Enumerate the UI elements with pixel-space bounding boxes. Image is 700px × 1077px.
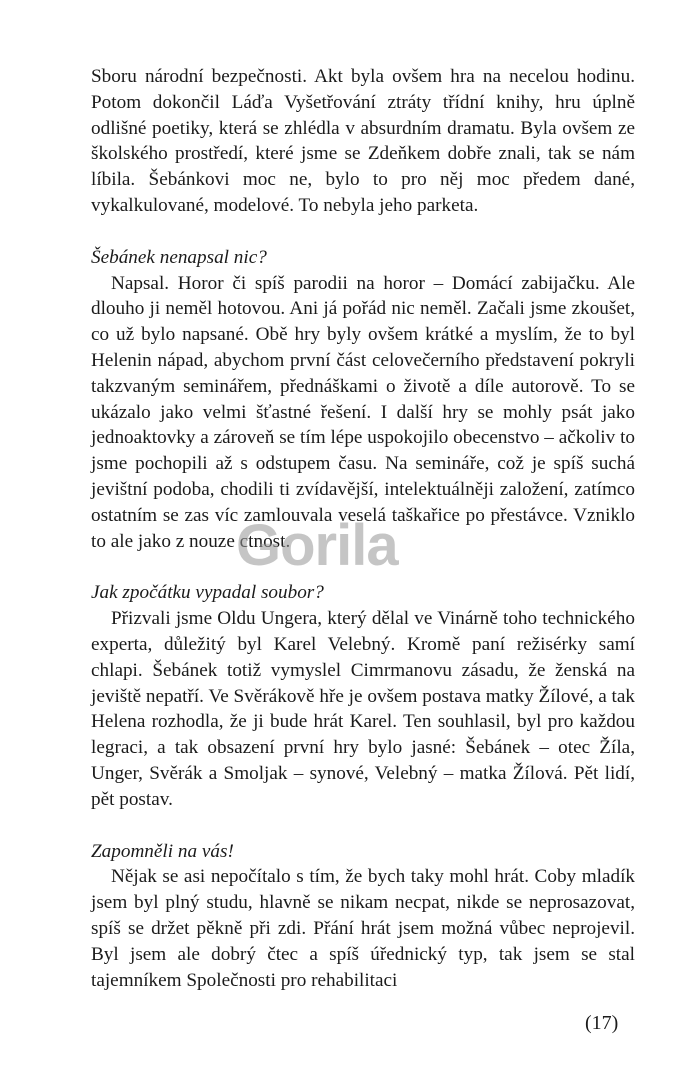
body-paragraph: Přizvali jsme Oldu Ungera, který dělal ve Vinárně toho technického experta, důležitý byl Karel Velebný. Kromě paní režisérky samí chlapi. Šebánek totiž vymyslel Cimrmanovu zásadu, že ženská na jeviště nepatří. Ve Svěrákově hře je ovšem postava matky Žílové, a tak Helena rozhodla, že ji bude hrát Karel. Ten souhlasil, byl pro každou legraci, a tak obsazení první hry bylo jasné: Šebánek – otec Žíla, Unger, Svěrák a Smoljak – synové, Velebný – matka Žílová. Pět lidí, pět postav. xyxy=(91,608,635,810)
body-paragraph: Sboru národní bezpečnosti. Akt byla ovšem hra na necelou hodinu. Potom dokončil Láďa Vyšetřování ztráty třídní knihy, hru úplně odlišné poetiky, která se zhlédla v absurdním dramatu. Byla ovšem ze školského prostředí, které jsme se Zdeňkem dobře znali, tak se nám líbila. Šebánkovi moc ne, bylo to pro něj moc předem dané, vykalkulované, modelové. To nebyla jeho parketa. xyxy=(91,66,635,216)
interview-question: Jak zpočátku vypadal soubor? xyxy=(91,582,324,604)
page-body xyxy=(91,64,635,993)
watermark-logo: Gorila xyxy=(236,513,398,578)
body-paragraph: Napsal. Horor či spíš parodii na horor – Domácí zabijačku. Ale dlouho ji neměl hotovou. Ani já pořád nic neměl. Začali jsme zkoušet, co už bylo napsané. Obě hry byly ovšem krátké a myslím, že to byl Helenin nápad, abychom první část celovečerního představení pokryli takzvaným seminářem, přednáškami o životě a díle autorově. To se ukázalo jako velmi šťastné řešení. I další hry se mohly psát jako jednoaktovky a zároveň se tím lépe uspokojilo obecenstvo – ačkoliv to jsme pochopili až s odstupem času. Na semináře, což je spíš suchá jevištní podoba, chodili ti zvídavější, intelektuálněji založení, zatímco ostatním se zas víc zamlouvala veselá taškařice po přestávce. Vzniklo to ale jako z nouze ctnost. xyxy=(91,272,635,552)
body-paragraph: Nějak se asi nepočítalo s tím, že bych taky mohl hrát. Coby mladík jsem byl plný studu, hlavně se nikam necpat, nikde se neprosazovat, spíš se držet pěkně při zdi. Přání hrát jsem možná vůbec neprojevil. Byl jsem ale dobrý čtec a spíš úřednický typ, tak jsem se stal tajemníkem Společnosti pro rehabilitaci xyxy=(91,866,635,991)
interview-question: Šebánek nenapsal nic? xyxy=(91,246,267,268)
page-number: (17) xyxy=(585,1012,619,1034)
interview-question: Zapomněli na vás! xyxy=(91,840,234,862)
